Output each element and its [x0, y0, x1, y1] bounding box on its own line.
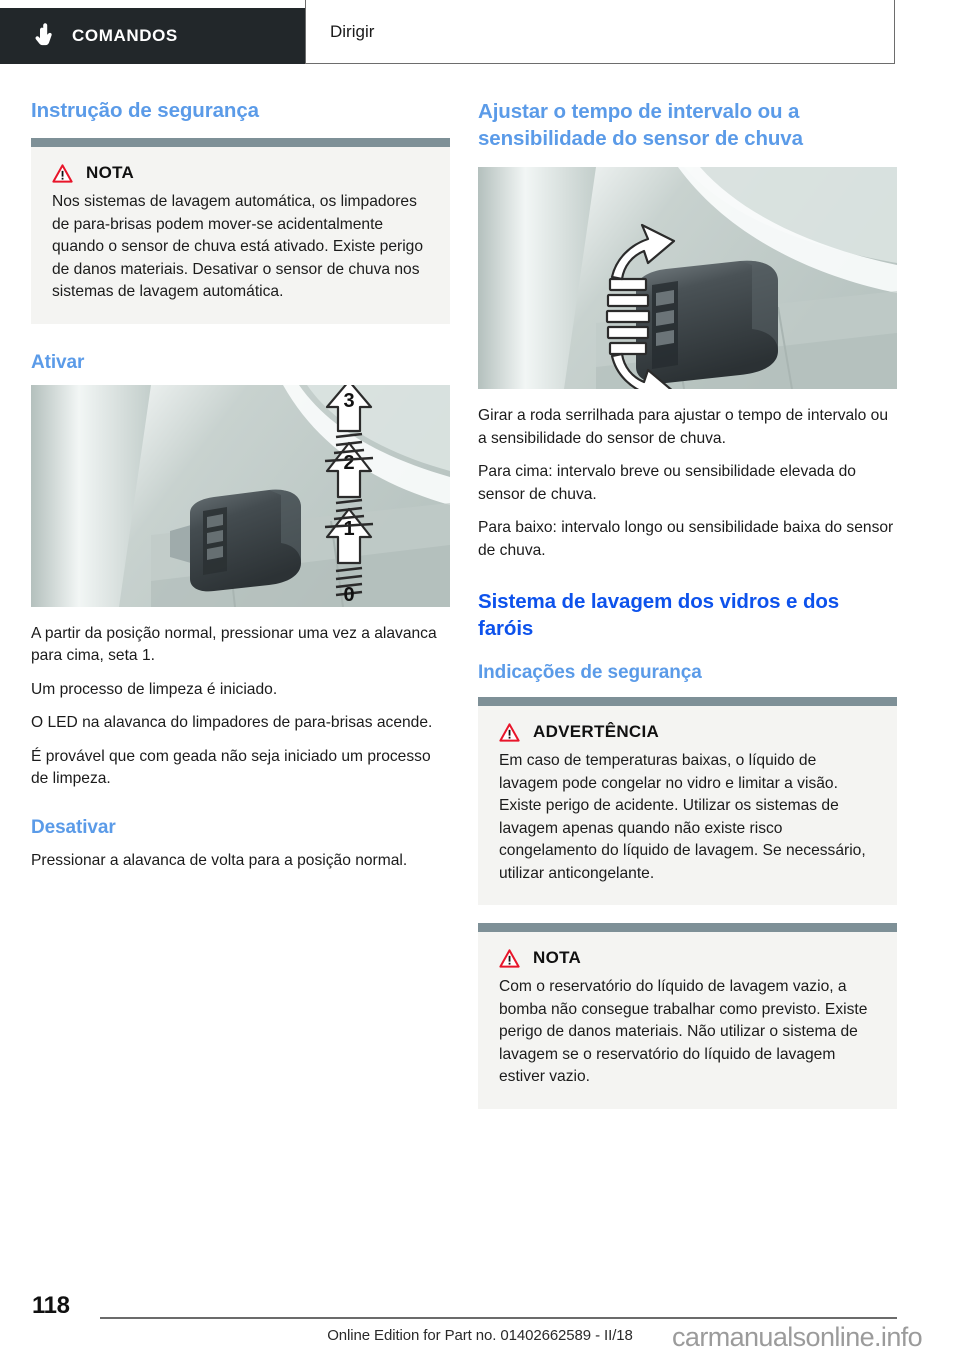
- notice-body-text: Nos sistemas de lavagem automática, os limpadores de para-brisas podem mover-se acidentalmente quando o sensor de chuva está ativado. Existe perigo de danos materiais. Desativar o sensor de chuva nos sistemas de lavagem automática.: [52, 193, 424, 300]
- paragraph-frost-note: É provável que com geada não seja iniciado um processo de limpeza.: [31, 747, 431, 787]
- notice-body-text: Em caso de temperaturas baixas, o líquido de lavagem pode congelar no vidro e limitar a visão. Existe perigo de acidente. Utilizar os sistemas de lavagem apenas quando não existe risco congelamento do líquido de lavagem. Se necessário, utilizar anticongelante.: [499, 752, 866, 882]
- right-column: [478, 98, 897, 1109]
- thumbwheel-illustration: [478, 167, 897, 389]
- paragraph-led-on: O LED na alavanca do limpadores de para-brisas acende.: [31, 714, 433, 731]
- paragraph-up-direction: Para cima: intervalo breve ou sensibilidade elevada do sensor de chuva.: [478, 463, 856, 503]
- hand-pointer-icon: [34, 23, 58, 49]
- figure-thumbwheel-rotate: [478, 167, 897, 389]
- heading-instrucao-de-seguranca: Instrução de segurança: [31, 99, 259, 122]
- notice-header: [478, 932, 897, 970]
- header-chapter-label: COMANDOS: [72, 26, 178, 45]
- heading-ajustar-intervalo: Ajustar o tempo de intervalo ou a sensibilidade do sensor de chuva: [478, 100, 803, 150]
- warning-triangle-icon: [499, 949, 520, 968]
- header-section-label: Dirigir: [330, 21, 375, 41]
- notice-header: [31, 147, 450, 185]
- header-section-tab[interactable]: [305, 0, 895, 64]
- notice-title: ADVERTÊNCIA: [533, 722, 660, 741]
- paragraph-activate-step: A partir da posição normal, pressionar uma vez a alavanca para cima, seta 1.: [31, 624, 437, 664]
- footer-divider: [100, 1317, 897, 1319]
- heading-indicacoes-de-seguranca: Indicações de segurança: [478, 662, 702, 683]
- paragraph-deactivate: Pressionar a alavanca de volta para a posição normal.: [31, 851, 408, 869]
- svg-text:2: 2: [343, 451, 355, 474]
- paragraph-rotate-wheel: Girar a roda serrilhada para ajustar o tempo de intervalo ou a sensibilidade do sensor de chuva.: [478, 407, 888, 447]
- wiper-lever-illustration: [31, 385, 450, 607]
- notice-box-nota: [31, 138, 450, 324]
- notice-header: [478, 706, 897, 744]
- paragraph-down-direction: Para baixo: intervalo longo ou sensibilidade baixa do sensor de chuva.: [478, 519, 894, 559]
- header-chapter-tab[interactable]: [0, 8, 305, 64]
- position-label-0: 0: [343, 583, 355, 606]
- svg-text:3: 3: [343, 389, 355, 412]
- notice-title: NOTA: [533, 948, 582, 967]
- notice-top-bar: [31, 138, 450, 147]
- left-column: [31, 98, 450, 872]
- footer-edition-text: Online Edition for Part no. 01402662589 - II/18: [327, 1327, 633, 1344]
- notice-box-advertencia: [478, 697, 897, 905]
- notice-box-nota: [478, 923, 897, 1109]
- svg-text:1: 1: [343, 517, 355, 540]
- page-number: 118: [32, 1292, 70, 1319]
- heading-ativar: Ativar: [31, 351, 85, 373]
- watermark-text: carmanualsonline.info: [672, 1322, 923, 1352]
- heading-sistema-de-lavagem: Sistema de lavagem dos vidros e dos faróis: [478, 590, 840, 640]
- warning-triangle-icon: [52, 164, 73, 183]
- heading-desativar: Desativar: [31, 816, 116, 838]
- figure-wiper-lever-positions: [31, 385, 450, 607]
- notice-top-bar: [478, 697, 897, 706]
- notice-top-bar: [478, 923, 897, 932]
- page-header: [0, 0, 960, 64]
- paragraph-cleaning-started: Um processo de limpeza é iniciado.: [31, 680, 278, 698]
- notice-body-text: Com o reservatório do líquido de lavagem vazio, a bomba não consegue trabalhar como previsto. Existe perigo de danos materiais. Não utilizar o sistema de lavagem se o reservatório do líquido de lavagem estiver vazio.: [499, 978, 868, 1085]
- warning-triangle-icon: [499, 723, 520, 742]
- notice-title: NOTA: [86, 163, 135, 182]
